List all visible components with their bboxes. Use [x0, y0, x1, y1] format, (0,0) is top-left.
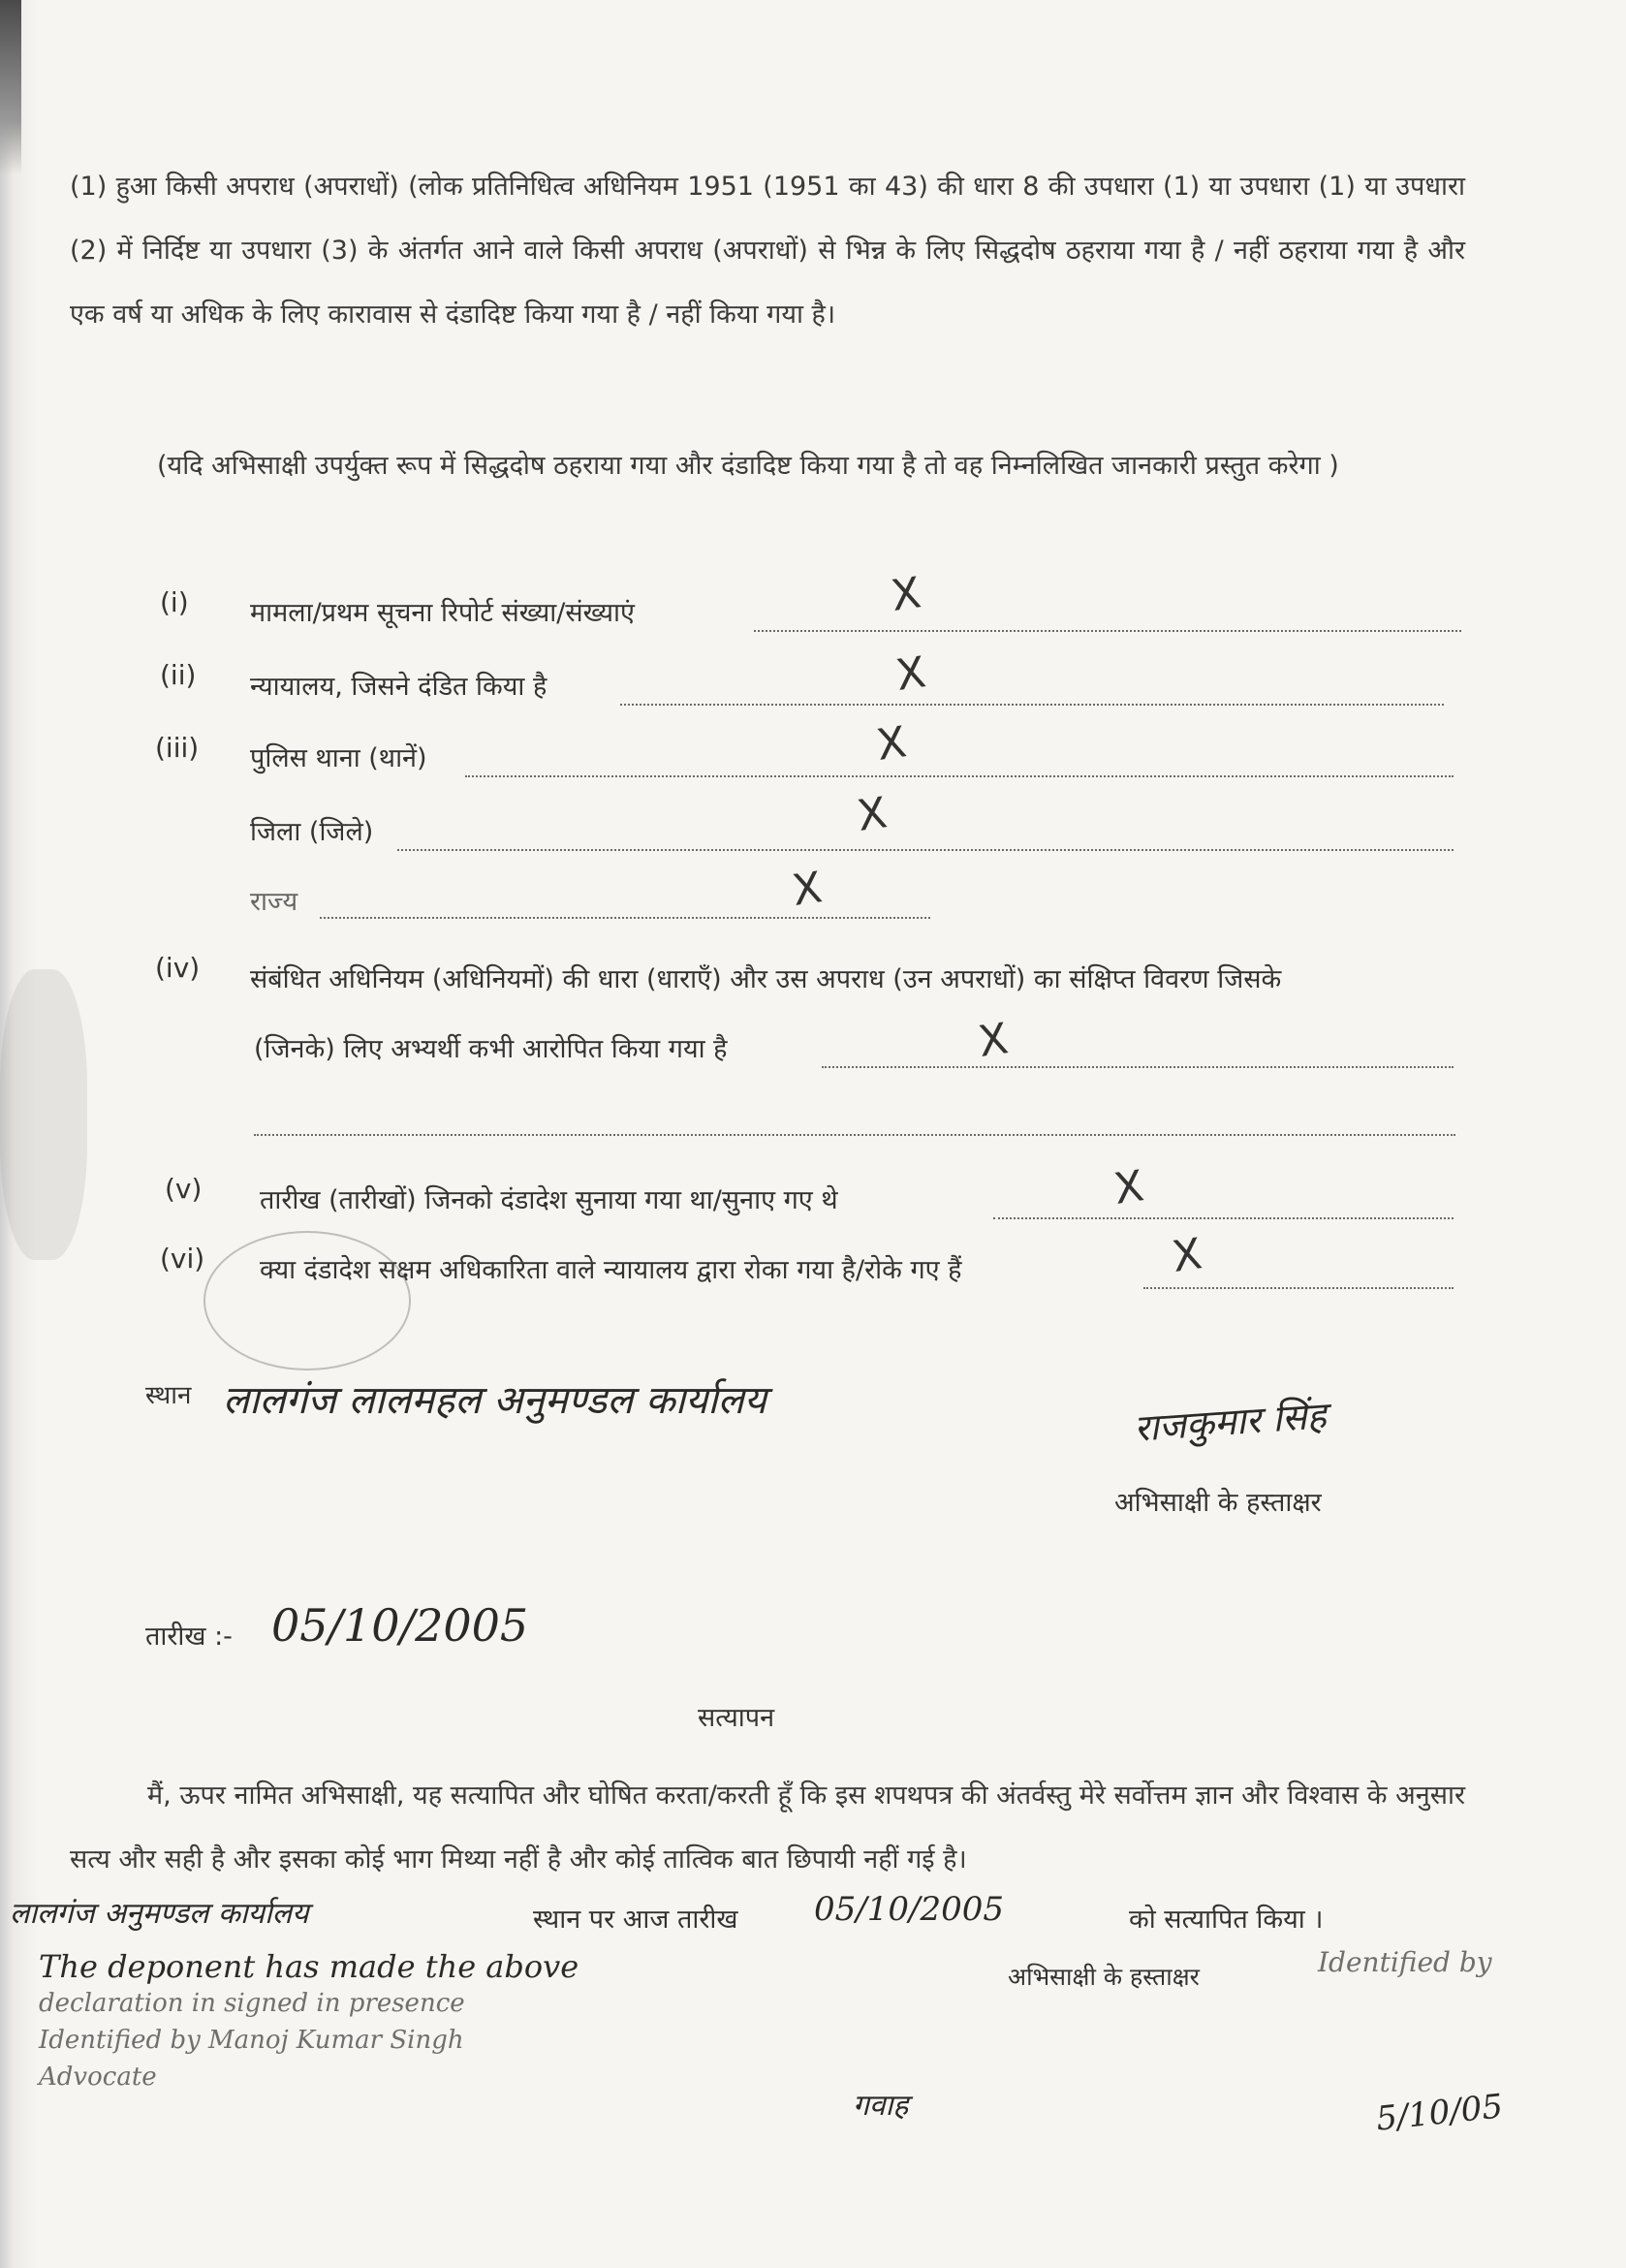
endorsement-line: Identified by Manoj Kumar Singh — [39, 2026, 464, 2055]
faint-stamp — [203, 1231, 411, 1370]
endorsement-line: The deponent has made the above — [39, 1948, 579, 1985]
cross-mark: X — [892, 647, 929, 701]
item-label-act-sections: संबंधित अधिनियम (अधिनियमों) की धारा (धाराएँ) और उस अपराध (उन अपराधों) का संक्षिप्त विवरण जिसके — [250, 964, 1282, 994]
item-dotted-line — [397, 849, 1454, 851]
deponent-signature: राजकुमार सिंह — [1132, 1394, 1329, 1450]
verification-place-suffix: स्थान पर आज तारीख — [533, 1905, 738, 1935]
verification-title: सत्यापन — [698, 1703, 775, 1733]
endorsement-line: Advocate — [39, 2063, 157, 2092]
item-dotted-line — [320, 917, 930, 919]
cross-mark: X — [975, 1014, 1012, 1067]
place-handwritten: लालगंज लालमहल अनुमण्डल कार्यालय — [223, 1378, 766, 1423]
deponent-signature-label-2: अभिसाक्षी के हस्ताक्षर — [1008, 1963, 1200, 1991]
conviction-paragraph: (1) हुआ किसी अपराध (अपराधों) (लोक प्रतिनिधित्व अधिनियम 1951 (1951 का 43) की धारा 8 की उपधारा (1) या उपधारा (1) या उपधारा (2) में निर्दिष्ट या उपधारा (3) के अंतर्गत आने वाले किसी अपराध (अपराधों) से भिन्न के लिए सिद्धदोष ठहराया गया है / नहीं ठहराया गया है और एक वर्ष या अधिक के लिए कारावास से दंडादिष्ट किया गया है / नहीं किया गया है। — [70, 172, 1465, 330]
item-label-charged: (जिनके) लिए अभ्यर्थी कभी आरोपित किया गया है — [254, 1034, 728, 1064]
item-label-district: जिला (जिले) — [250, 817, 374, 847]
instruction-paragraph: (यदि अभिसाक्षी उपर्युक्त रूप में सिद्धदोष ठहराया गया और दंडादिष्ट किया गया है तो वह निम्नलिखित जानकारी प्रस्तुत करेगा ) — [157, 451, 1339, 481]
item-label-state: राज्य — [250, 887, 298, 917]
item-label-police-station: पुलिस थाना (थानें) — [250, 743, 427, 773]
cross-mark: X — [1110, 1161, 1147, 1214]
verification-place-handwritten: लालगंज अनुमण्डल कार्यालय — [10, 1897, 309, 1931]
item-dotted-line — [754, 630, 1461, 632]
right-handwritten-date: 5/10/05 — [1374, 2087, 1505, 2139]
verification-end: को सत्यापित किया । — [1129, 1905, 1324, 1935]
witness-signature: गवाह — [853, 2089, 909, 2123]
scan-smudge — [0, 969, 87, 1260]
item-number-ii: (ii) — [160, 659, 197, 691]
item-label-sentence-date: तारीख (तारीखों) जिनको दंडादेश सुनाया गया था/सुनाए गए थे — [260, 1185, 838, 1215]
cross-mark: X — [873, 717, 910, 771]
item-number-i: (i) — [160, 586, 189, 618]
item-dotted-line — [993, 1217, 1454, 1219]
verification-date-handwritten: 05/10/2005 — [814, 1890, 1004, 1929]
item-dotted-line — [620, 704, 1444, 706]
place-label: स्थान — [145, 1381, 192, 1410]
item-dotted-line — [1143, 1287, 1454, 1289]
item-number-iii: (iii) — [155, 732, 200, 764]
deponent-signature-label: अभिसाक्षी के हस्ताक्षर — [1114, 1488, 1322, 1518]
identified-by-handwritten: Identified by — [1318, 1946, 1492, 1978]
cross-mark: X — [854, 788, 891, 841]
item-label-sentence-stayed: क्या दंडादेश सक्षम अधिकारिता वाले न्यायालय द्वारा रोका गया है/रोके गए हैं — [260, 1255, 962, 1285]
cross-mark: X — [1169, 1229, 1205, 1282]
item-number-vi: (vi) — [160, 1243, 205, 1275]
item-number-v: (v) — [165, 1173, 203, 1205]
item-number-iv: (iv) — [155, 952, 201, 984]
scan-edge-shadow — [0, 0, 21, 174]
endorsement-line: declaration in signed in presence — [39, 1989, 465, 2018]
item-dotted-line — [822, 1066, 1454, 1068]
verification-text: मैं, ऊपर नामित अभिसाक्षी, यह सत्यापित और घोषित करता/करती हूँ कि इस शपथपत्र की अंतर्वस्तु मेरे सर्वोत्तम ज्ञान और विश्वास के अनुसार सत्य और सही है और इसका कोई भाग मिथ्या नहीं है और कोई तात्विक बात छिपायी नहीं गई है। — [70, 1780, 1465, 1874]
date-label: तारीख :- — [145, 1622, 233, 1652]
item-dotted-line — [465, 775, 1454, 777]
cross-mark: X — [888, 568, 924, 621]
item-label-court: न्यायालय, जिसने दंडित किया है — [250, 672, 547, 702]
item-dotted-line — [254, 1134, 1455, 1136]
item-label-case-number: मामला/प्रथम सूचना रिपोर्ट संख्या/संख्याएं — [250, 598, 635, 628]
date-handwritten: 05/10/2005 — [271, 1599, 529, 1652]
cross-mark: X — [789, 863, 826, 916]
